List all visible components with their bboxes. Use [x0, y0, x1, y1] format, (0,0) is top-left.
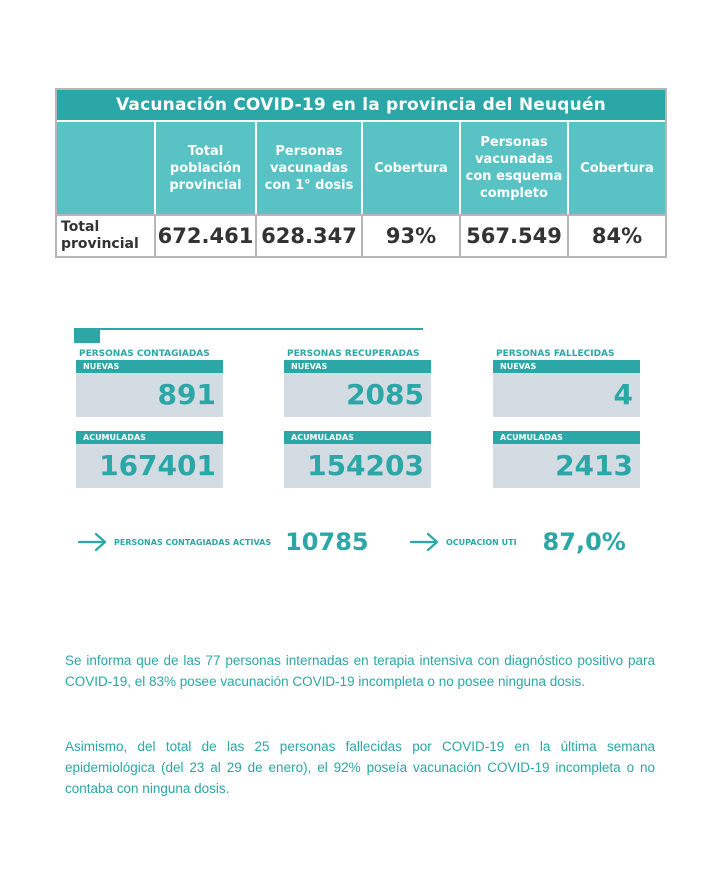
activas-row — [78, 525, 369, 559]
stat-fallecidas-acumuladas-label: ACUMULADAS — [493, 431, 640, 444]
paragraph-uti: Se informa que de las 77 personas internadas en terapia intensiva con diagnóstico positivo para COVID-19, el 83% posee vacunación COVID-19 incompleta o no posee ninguna dosis. — [65, 653, 655, 689]
header-primera-dosis: Personas vacunadas con 1° dosis — [255, 120, 361, 214]
value-esquema-completo: 567.549 — [459, 214, 567, 256]
stat-fallecidas-acumuladas-value: 2413 — [493, 444, 640, 488]
value-cobertura-1: 93% — [361, 214, 459, 256]
stat-recuperadas — [284, 348, 431, 488]
vaccination-title: Vacunación COVID-19 en la provincia del Neuquén — [57, 90, 665, 120]
stats-accent-block — [74, 328, 100, 343]
uti-row — [410, 525, 626, 559]
stat-contagiadas — [76, 348, 223, 488]
vaccination-table — [55, 88, 667, 258]
stat-fallecidas-label: PERSONAS FALLECIDAS — [496, 349, 615, 359]
stat-fallecidas — [493, 348, 640, 488]
stat-contagiadas-acumuladas-label: ACUMULADAS — [76, 431, 223, 444]
header-esquema-completo: Personas vacunadas con esquema completo — [459, 120, 567, 214]
header-total-poblacion: Total población provincial — [154, 120, 255, 214]
stat-fallecidas-nuevas-value: 4 — [493, 373, 640, 417]
stat-contagiadas-label: PERSONAS CONTAGIADAS — [79, 349, 210, 359]
stat-contagiadas-nuevas-label: NUEVAS — [76, 360, 223, 373]
vaccination-grid — [57, 120, 665, 256]
paragraph-fallecidos: Asimismo, del total de las 25 personas fallecidas por COVID-19 en la última semana epidemiológica (del 23 al 29 de enero), el 92% poseía vacunación COVID-19 incompleta o no contaba con ninguna dosis. — [65, 739, 655, 796]
value-cobertura-2: 84% — [567, 214, 665, 256]
stat-recuperadas-nuevas-label: NUEVAS — [284, 360, 431, 373]
header-cobertura-1: Cobertura — [361, 120, 459, 214]
activas-label: PERSONAS CONTAGIADAS ACTIVAS — [114, 537, 272, 547]
stat-contagiadas-acumuladas-value: 167401 — [76, 444, 223, 488]
stat-recuperadas-label: PERSONAS RECUPERADAS — [287, 349, 420, 359]
value-primera-dosis: 628.347 — [255, 214, 361, 256]
uti-value: 87,0% — [542, 528, 626, 556]
header-empty — [57, 120, 154, 214]
stat-recuperadas-acumuladas-label: ACUMULADAS — [284, 431, 431, 444]
row-label-total-provincial: Total provincial — [57, 214, 154, 256]
value-total-poblacion: 672.461 — [154, 214, 255, 256]
activas-value: 10785 — [285, 528, 369, 556]
arrow-right-icon — [78, 532, 108, 552]
arrow-right-icon — [410, 532, 440, 552]
stat-fallecidas-nuevas-label: NUEVAS — [493, 360, 640, 373]
header-cobertura-2: Cobertura — [567, 120, 665, 214]
uti-label: OCUPACION UTI — [446, 537, 517, 547]
stats-divider-line — [74, 328, 423, 330]
stat-recuperadas-acumuladas-value: 154203 — [284, 444, 431, 488]
stat-recuperadas-nuevas-value: 2085 — [284, 373, 431, 417]
stat-contagiadas-nuevas-value: 891 — [76, 373, 223, 417]
